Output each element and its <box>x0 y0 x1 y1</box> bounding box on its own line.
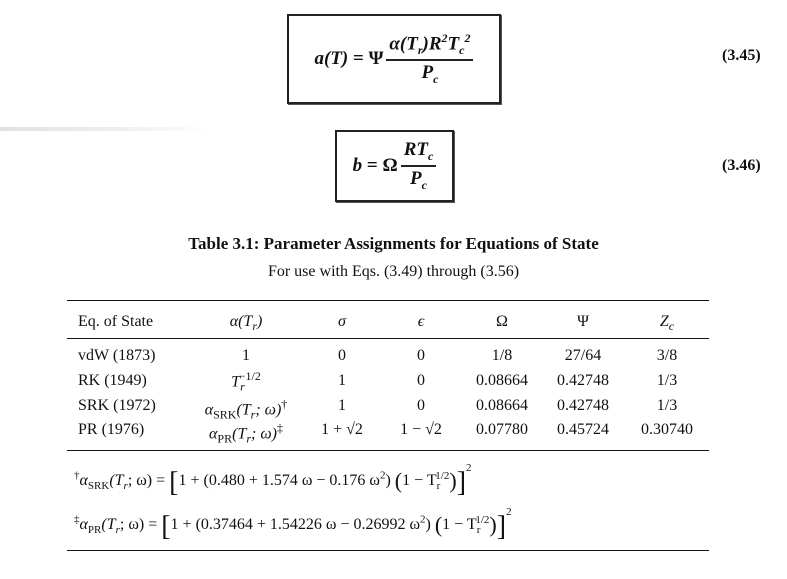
eq345-equals: = <box>353 48 364 69</box>
equation-box-3-45 <box>287 14 501 104</box>
table-cell-zc: 1/3 <box>656 372 678 389</box>
header-sigma: σ <box>338 313 346 330</box>
header-zc: $Z_c$ <box>659 313 675 334</box>
equation-box-3-46 <box>335 130 454 202</box>
table-cell-alpha: 1 <box>242 347 250 364</box>
table-cell-alpha: $\alpha_{PR}(T_r$; ω)‡ <box>209 421 283 446</box>
table-cell-sigma: 1 <box>338 397 346 414</box>
equation-number-3-46: (3.46) <box>722 157 761 174</box>
table-cell-epsilon: 1 − √2 <box>400 421 442 438</box>
eq345-lhs: a(T) <box>314 48 349 69</box>
eq346-omega: Ω <box>382 155 398 176</box>
eq345-psi: Ψ <box>368 48 384 69</box>
table-subtitle: For use with Eqs. (3.49) through (3.56) <box>267 263 520 280</box>
footnote-srk: $^\dagger\alpha_{SRK}(T_r$; ω) = [1 + (0.480 + 1.574 ω − 0.176 $\omega^2$) $(1 - T_r^{1/2})]^2$ <box>74 462 472 498</box>
eq345-denominator: $P_c$ <box>421 62 439 86</box>
eq346-denominator: $P_c$ <box>410 168 427 192</box>
eq346-lhs: b <box>352 155 363 176</box>
header-alpha: $\alpha(T_r)$ <box>229 313 263 334</box>
table-cell-zc: 1/3 <box>656 397 678 414</box>
eq346-fraction <box>401 139 437 193</box>
table-cell-sigma: 0 <box>338 347 346 364</box>
table-cell-eos: SRK (1972) <box>78 397 156 414</box>
eq345-fraction <box>386 31 473 87</box>
table-cell-alpha: $\alpha_{SRK}(T_r$; ω)† <box>204 397 288 422</box>
table-cell-epsilon: 0 <box>417 397 425 414</box>
table-cell-eos: PR (1976) <box>78 421 145 438</box>
table-cell-alpha: $T_r^{-1/2}$ <box>231 369 261 394</box>
table-cell-omega: 1/8 <box>491 347 513 364</box>
table-cell-epsilon: 0 <box>417 372 425 389</box>
table-cell-omega: 0.08664 <box>476 397 528 414</box>
table-cell-eos: vdW (1873) <box>78 347 156 364</box>
table-cell-eos: RK (1949) <box>78 372 147 389</box>
table-cell-epsilon: 0 <box>417 347 425 364</box>
table-cell-zc: 0.30740 <box>641 421 693 438</box>
table-title: Table 3.1: Parameter Assignments for Equations of State <box>188 234 599 253</box>
table-top-rule <box>67 300 709 301</box>
table-cell-psi: 0.42748 <box>557 372 609 389</box>
table-header-rule <box>67 338 709 339</box>
scan-smudge <box>0 127 210 131</box>
eq346-equals: = <box>366 155 378 176</box>
table-cell-sigma: 1 + √2 <box>321 421 363 438</box>
eq346-numerator: $RT_c$ <box>401 139 437 167</box>
table-cell-zc: 3/8 <box>656 347 678 364</box>
table-rule-footnotes <box>67 450 709 451</box>
header-eos: Eq. of State <box>78 313 154 330</box>
equation-number-3-45: (3.45) <box>722 47 761 64</box>
table-cell-omega: 0.08664 <box>476 372 528 389</box>
footnote-pr: $^\ddagger\alpha_{PR}(T_r$; ω) = [1 + (0.37464 + 1.54226 ω − 0.26992 $\omega^2$) $(1 - T_r^{1/2})]^2$ <box>74 506 512 542</box>
eq345-numerator: $\alpha(T_r)R^2T_c^2$ <box>386 31 473 61</box>
table-cell-omega: 0.07780 <box>476 421 528 438</box>
header-omega: Ω <box>496 313 508 330</box>
header-psi: Ψ <box>577 313 589 330</box>
table-bottom-rule <box>67 550 709 551</box>
table-cell-psi: 0.42748 <box>557 397 609 414</box>
header-epsilon: ϵ <box>417 313 425 330</box>
table-cell-psi: 0.45724 <box>557 421 609 438</box>
table-cell-sigma: 1 <box>338 372 346 389</box>
table-cell-psi: 27/64 <box>564 347 602 364</box>
